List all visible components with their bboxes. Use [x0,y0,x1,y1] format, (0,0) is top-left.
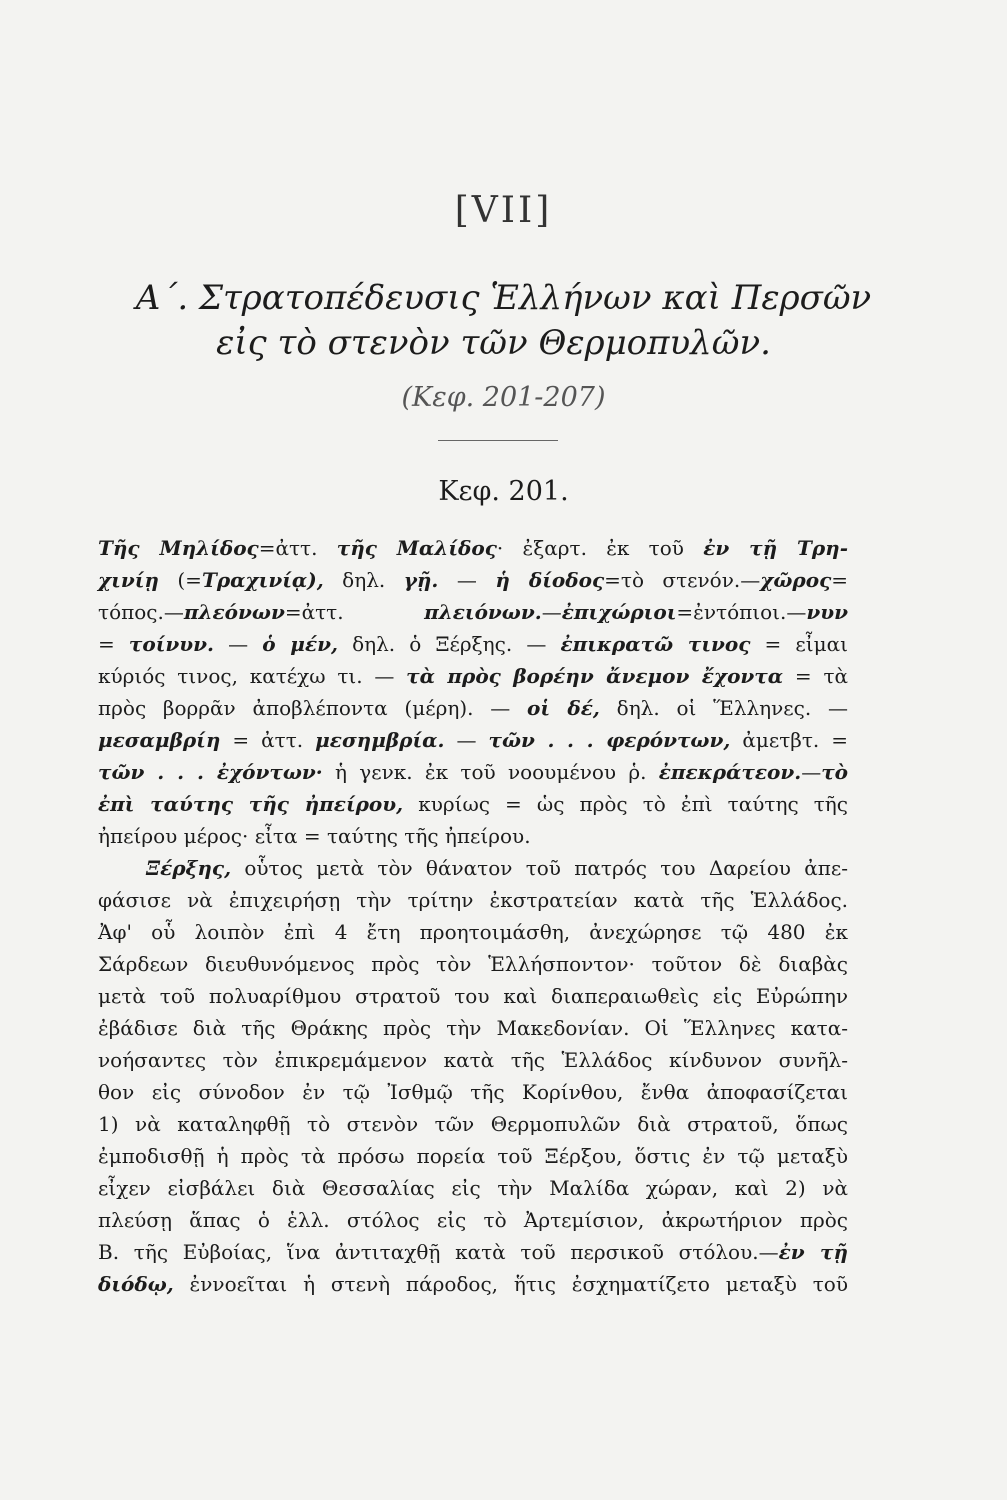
text-line [98,1236,848,1268]
text-span: — [438,568,496,592]
text-span: =ἀττ. [258,536,337,560]
section-title-line-2: εἰς τὸ στενὸν τῶν Θερμοπυλῶν. [216,323,771,363]
lemma-term: ἐπὶ ταύτης τῆς ἠπείρου, [98,792,404,816]
text-line [98,788,848,820]
lemma-term: ἐπικρατῶ τινος [560,632,751,656]
text-span: ἐβάδισε διὰ τῆς Θράκης πρὸς τὴν Μακεδονίαν. Οἱ Ἕλληνες κατα- [98,1016,848,1040]
text-span: Β. τῆς Εὐβοίας, ἵνα ἀντιταχθῇ κατὰ τοῦ περσικοῦ στόλου.— [98,1240,779,1264]
text-line [98,628,848,660]
text-line [98,1012,848,1044]
commentary-body [98,532,848,1300]
text-line [98,660,848,692]
text-line [98,532,848,564]
lemma-term: πλειόνων. [424,600,542,624]
text-span: = [831,568,849,592]
lemma-term: τῆς Μαλίδος [336,536,497,560]
text-span: ἐμποδισθῇ ἡ πρὸς τὰ πρόσω πορεία τοῦ Ξέρξου, ὅστις ἐν τῷ μεταξὺ [98,1144,848,1168]
text-line [98,564,848,596]
lemma-term: τὰ πρὸς βορέην ἄνεμον ἔχοντα [406,664,784,688]
text-line [98,820,848,852]
text-line [98,1044,848,1076]
text-span: (= [158,568,202,592]
lemma-term: γῇ. [403,568,439,592]
text-span: = [98,632,129,656]
lemma-term: μεσημβρία. [315,728,445,752]
lemma-term: πλεόνων [183,600,285,624]
text-line [98,692,848,724]
lemma-term: ἐπιχώριοι [561,600,677,624]
text-line [98,1268,848,1300]
text-span: =ἐντόπιοι.— [676,600,807,624]
text-line [98,1108,848,1140]
text-span: θον εἰς σύνοδον ἐν τῷ Ἰσθμῷ τῆς Κορίνθου, ἔνθα ἀποφασίζεται [98,1080,848,1104]
text-span: οὗτος μετὰ τὸν θάνατον τοῦ πατρός του Δαρείου ἀπε- [231,856,848,880]
text-line [98,916,848,948]
text-span: δηλ. οἱ Ἕλληνες. — [599,696,848,720]
lemma-term: Ξέρξης, [146,856,232,880]
chapter-range: (Κεφ. 201-207) [401,382,606,413]
text-span: νοήσαντες τὸν ἐπικρεμάμενον κατὰ τῆς Ἑλλάδος κίνδυνον συνῆλ- [98,1048,848,1072]
lemma-term: τῶν . . . φερόντων, [488,728,731,752]
text-span: φάσισε νὰ ἐπιχειρήσῃ τὴν τρίτην ἐκστρατείαν κατὰ τῆς Ἑλλάδος. [98,888,848,912]
text-span: — [213,632,263,656]
text-line [98,1172,848,1204]
text-span: τόπος.— [98,600,184,624]
text-span: δηλ. [323,568,404,592]
lemma-term: τῶν . . . ἐχόντων· [98,760,323,784]
text-line [98,1204,848,1236]
lemma-term: ἐν τῇ Τρη- [703,536,849,560]
lemma-term: ἐν τῇ [778,1240,848,1264]
chapter-heading: Κεφ. 201. [438,476,569,507]
text-line [98,1140,848,1172]
lemma-term: Τραχινίᾳ), [201,568,324,592]
lemma-term: τὸ [821,760,848,784]
text-line [98,756,848,788]
text-span: ἐννοεῖται ἡ στενὴ πάροδος, ἥτις ἐσχηματίζετο μεταξὺ τοῦ [173,1272,848,1296]
lemma-term: ἐπεκράτεον. [658,760,802,784]
text-span: μετὰ τοῦ πολυαρίθμου στρατοῦ του καὶ διαπεραιωθεὶς εἰς Εὐρώπην [98,984,848,1008]
text-span: = τὰ [783,664,849,688]
text-line [98,1076,848,1108]
text-span: — [801,760,822,784]
text-span: = ἀττ. [220,728,316,752]
page-number: [VII] [454,190,553,231]
lemma-term: χινίῃ [98,568,159,592]
text-span: Ἀφ' οὗ λοιπὸν ἐπὶ 4 ἔτη προητοιμάσθη, ἀνεχώρησε τῷ 480 ἐκ [98,920,848,944]
text-span: ἀμετβτ. = [730,728,849,752]
text-span: 1) νὰ καταληφθῇ τὸ στενὸν τῶν Θερμοπυλῶν διὰ στρατοῦ, ὅπως [98,1112,848,1136]
lemma-term: ἡ δίοδος [495,568,605,592]
text-span: πλεύσῃ ἅπας ὁ ἑλλ. στόλος εἰς τὸ Ἀρτεμίσιον, ἀκρωτήριον πρὸς [98,1208,848,1232]
lemma-term: διόδῳ, [98,1272,174,1296]
text-span: κύριός τινος, κατέχω τι. — [98,664,407,688]
text-line [98,596,848,628]
lemma-term: οἱ δέ, [527,696,600,720]
text-line [98,980,848,1012]
text-span: εἶχεν εἰσβάλει διὰ Θεσσαλίας εἰς τὴν Μαλίδα χώραν, καὶ 2) νὰ [98,1176,848,1200]
text-span: · ἐξαρτ. ἐκ τοῦ [496,536,704,560]
text-span: =ἀττ. [284,600,425,624]
text-span: ἡ γενκ. ἐκ τοῦ νοουμένου ῥ. [322,760,659,784]
lemma-term: χῶρος [760,568,832,592]
text-span: πρὸς βορρᾶν ἀποβλέποντα (μέρη). — [98,696,528,720]
text-span: — [444,728,489,752]
lemma-term: μεσαμβρίη [98,728,221,752]
text-span: ἠπείρου μέρος· εἶτα = ταύτης τῆς ἠπείρου. [98,824,531,848]
text-span: κυρίως = ὡς πρὸς τὸ ἐπὶ ταύτης τῆς [403,792,848,816]
divider [438,440,558,441]
text-span: δηλ. ὁ Ξέρξης. — [337,632,561,656]
text-span: Σάρδεων διευθυνόμενος πρὸς τὸν Ἑλλήσποντον· τοῦτον δὲ διαβὰς [98,952,848,976]
lemma-term: νυν [806,600,848,624]
lemma-term: Τῆς Μηλίδος [98,536,259,560]
text-span: = εἶμαι [750,632,848,656]
text-line [98,852,848,884]
text-line [98,884,848,916]
text-span: — [541,600,562,624]
lemma-term: τοίνυν. [128,632,214,656]
section-title-line-1: Α΄. Στρατοπέδευσις Ἑλλήνων καὶ Περσῶν [135,278,872,318]
text-line [98,948,848,980]
text-span: =τὸ στενόν.— [604,568,761,592]
text-line [98,724,848,756]
lemma-term: ὁ μέν, [262,632,338,656]
